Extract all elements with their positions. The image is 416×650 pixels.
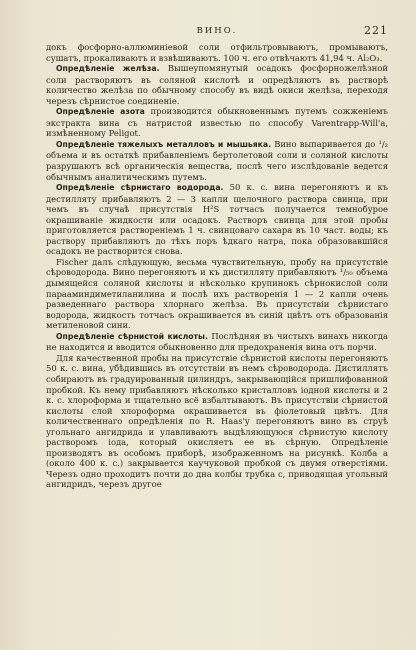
paragraph	[46, 63, 388, 106]
running-title: ВИНО.	[196, 26, 238, 36]
paragraph	[46, 106, 388, 139]
section-heading: Опредѣленіе сѣрнистой кислоты.	[56, 331, 208, 341]
page-number: 221	[364, 24, 388, 37]
body-text	[46, 42, 388, 490]
section-heading: Опредѣленіе сѣрнистаго водорода.	[56, 183, 224, 193]
paragraph	[46, 353, 388, 490]
paragraph-text: Для качественной пробы на присутствіе сѣрнистой кислоты перегоняютъ 50 к. с. вина, убѣдившись въ отсутствіи въ немъ сѣроводорода. Дистиллятъ собираютъ въ градуированный цилиндръ, закрывающійся пришлифованной пробкой. Къ нему прибавляютъ нѣсколько кристалловъ іодной кислоты и 2 к. с. хлороформа и тщательно всё взбалтываютъ. Въ присутствіи сѣрнистой кислоты слой хлороформа окрашивается въ фіолетовый цвѣтъ. Для количественнаго опредѣленія по R. Haas'у перегоняютъ вино въ струѣ угольнаго ангидрида и улавливаютъ выдѣляющуюся сѣрнистую кислоту растворомъ іода, который окисляетъ ее въ сѣрную. Опредѣленіе производятъ въ особомъ приборѣ, изображенномъ на рисункѣ. Колба a (около 400 к. с.) закрывается каучуковой пробкой съ двумя отверстіями. Черезъ одно проходитъ почти до дна колбы трубка c, приводящая угольный ангидридъ, черезъ другое	[46, 352, 388, 490]
page-header	[46, 24, 388, 40]
paragraph-text: производится обыкновеннымъ путемъ сожженіемъ экстракта вина съ натристой известью по способу Varentrapp-Will'а, измѣненному Peligot.	[46, 106, 388, 139]
paragraph-text: Вышеупомянутый осадокъ фосфорножелѣзной соли растворяютъ въ соляной кислотѣ и опредѣляютъ въ растворѣ количество желѣза по обычному способу въ видѣ окиси желѣза, переходя черезъ сѣрнистое соединеніе.	[46, 63, 388, 106]
section-heading: Опредѣленіе азота	[56, 107, 145, 117]
paragraph	[46, 42, 388, 63]
paragraph	[46, 257, 388, 331]
paragraph	[46, 182, 388, 257]
paragraph	[46, 139, 388, 182]
section-heading: Опредѣленіе тяжелыхъ металловъ и мышьяка.	[56, 139, 272, 149]
paragraph-text: Вино выпаривается до ¹/₂ объема и въ остаткѣ прибавленіемъ бертолетовой соли и соляной кислоты разрушаютъ всѣ органическія вещества, послѣ чего изслѣдованіе ведется обычнымъ аналитическимъ путемъ.	[46, 138, 388, 182]
paragraph	[46, 331, 388, 353]
paragraph-text: Fischer далъ слѣдующую, весьма чувствительную, пробу на присутствіе сѣроводорода. Вино перегоняютъ и къ дистилляту прибавляютъ ¹/₅₀ объема дымящейся соляной кислоты и нѣсколько крупинокъ сѣрнокислой соли парааминдиметиланилина и послѣ ихъ растворенія 1 — 2 капли очень разведеннаго раствора хлорнаго желѣза. Въ присутствіи сѣрнистаго водорода, жидкость тотчасъ окрашивается въ синій цвѣтъ отъ образованія метиленовой сини.	[46, 256, 388, 331]
paragraph-text: Послѣдняя въ чистыхъ винахъ никогда не находится и вводится обыкновенно для предохраненія вина отъ порчи.	[46, 330, 388, 353]
paragraph-text: докъ фосфорно-аллюминіевой соли отфильтровываютъ, промываютъ, сушатъ, прокаливаютъ и взвѣшиваютъ. 100 ч. его отвѣчаютъ 41,94 ч. Al₂O₃.	[46, 42, 388, 63]
section-heading: Опредѣленіе желѣза.	[56, 64, 160, 74]
paragraph-text: 50 к. с. вина перегоняютъ и къ дестилляту прибавляютъ 2 — 3 капли щелочного раствора свинца, при чемъ въ случаѣ присутствія H²S тотчасъ получается темнобурое окрашиваніе жидкости или осадокъ. Растворъ свинца для этой пробы приготовляется раствореніемъ 1 ч. свинцоваго сахара въ 10 част. воды; къ раствору прибавляютъ до тѣхъ поръ ѣдкаго натра, пока образовавшійся осадокъ не растворится снова.	[46, 182, 389, 257]
